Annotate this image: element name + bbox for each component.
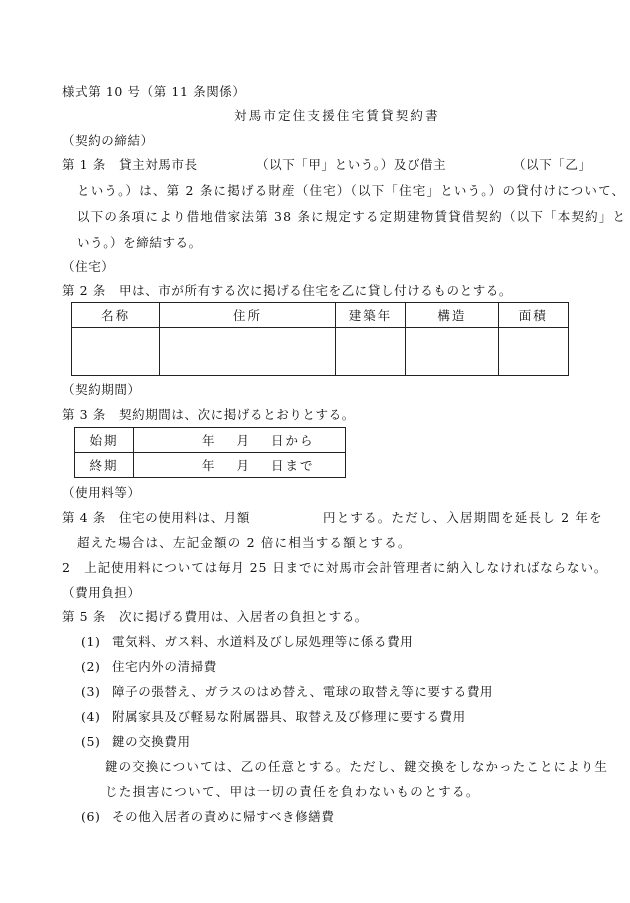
item-2-text: 住宅内外の清掃費 [112, 659, 217, 674]
header-address: 住所 [160, 303, 335, 328]
header-area: 面積 [498, 303, 569, 328]
cell-name [72, 328, 160, 376]
heading-housing: （住宅） [62, 259, 115, 274]
article-1-part-a: 第 1 条 貸主対馬市長 [62, 157, 198, 172]
article-5: 第 5 条 次に掲げる費用は、入居者の負担とする。 [62, 609, 368, 624]
header-name: 名称 [72, 303, 160, 328]
item-4-text: 附属家具及び軽易な附属器具、取替え及び修理に要する費用 [112, 709, 466, 724]
document-title: 対馬市定住支援住宅賃貸契約書 [234, 108, 440, 123]
item-5-note-line-1: 鍵の交換については、乙の任意とする。ただし、鍵交換をしなかったことにより生 [105, 759, 608, 774]
article-3: 第 3 条 契約期間は、次に掲げるとおりとする。 [62, 407, 355, 422]
housing-table-blank-row [72, 328, 569, 376]
article-4-line-2: 超えた場合は、左記金額の 2 倍に相当する額とする。 [77, 535, 412, 550]
item-6-text: その他入居者の責めに帰すべき修繕費 [112, 809, 335, 824]
heading-contract-period: （契約期間） [62, 382, 141, 397]
item-5-text: 鍵の交換費用 [112, 734, 191, 749]
heading-cost-burden: （費用負担） [62, 585, 141, 600]
article-4-paragraph-2: 2 上記使用料については毎月 25 日までに対馬市会計管理者に納入しなければならない。 [62, 560, 608, 575]
period-end-date: 年 月 日まで [134, 453, 346, 478]
form-number: 様式第 10 号（第 11 条関係） [62, 84, 246, 99]
item-5-note-line-2: じた損害について、甲は一切の責任を負わないものとする。 [105, 784, 480, 799]
period-start-label: 始期 [75, 428, 134, 453]
article-1-part-c: （以下「乙」 [513, 157, 592, 172]
item-3-text: 障子の張替え、ガラスのはめ替え、電球の取替え等に要する費用 [112, 684, 494, 699]
article-4-part-b: 円とする。ただし、入居期間を延長し 2 年を [323, 510, 603, 525]
article-2: 第 2 条 甲は、市が所有する次に掲げる住宅を乙に貸し付けるものとする。 [62, 283, 513, 298]
period-row-start [75, 428, 346, 453]
item-4-number: (4) [81, 709, 101, 724]
period-row-end [75, 453, 346, 478]
housing-table-header-row [72, 303, 569, 328]
article-1-line-4: いう。）を締結する。 [77, 235, 202, 250]
housing-table [71, 302, 569, 376]
period-start-date: 年 月 日から [134, 428, 346, 453]
cell-structure [406, 328, 498, 376]
article-1-part-b: （以下「甲」という。）及び借主 [256, 157, 447, 172]
item-3-number: (3) [81, 684, 101, 699]
heading-contract-conclusion: （契約の締結） [62, 133, 154, 148]
article-1-line-3: 以下の条項により借地借家法第 38 条に規定する定期建物賃貸借契約（以下「本契約」と [77, 209, 627, 224]
cell-build-year [335, 328, 405, 376]
item-1-number: (1) [81, 634, 101, 649]
article-4-part-a: 第 4 条 住宅の使用料は、月額 [62, 510, 251, 525]
cell-address [160, 328, 335, 376]
item-1-text: 電気料、ガス料、水道料及びし尿処理等に係る費用 [112, 634, 414, 649]
period-table [74, 427, 346, 478]
item-6-number: (6) [81, 809, 101, 824]
article-1-line-2: という。）は、第 2 条に掲げる財産（住宅）（以下「住宅」という。）の貸付けについて、 [77, 183, 626, 198]
item-5-number: (5) [81, 734, 101, 749]
period-end-label: 終期 [75, 453, 134, 478]
heading-usage-fee: （使用料等） [62, 485, 141, 500]
header-build-year: 建築年 [335, 303, 405, 328]
cell-area [498, 328, 569, 376]
header-structure: 構造 [406, 303, 498, 328]
item-2-number: (2) [81, 659, 101, 674]
